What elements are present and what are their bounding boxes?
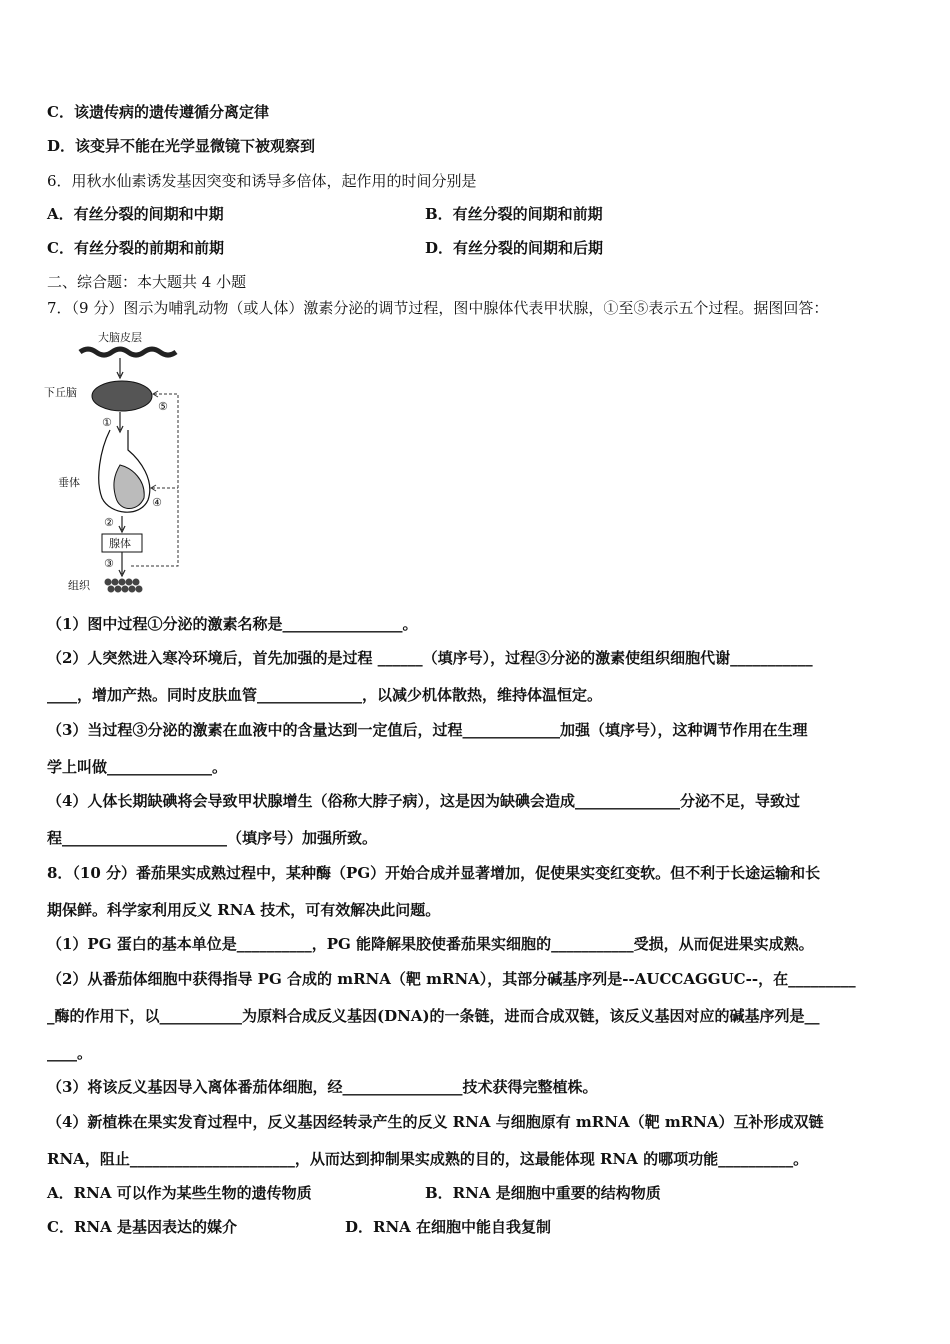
- question-7-stem: 7．（9 分）图示为哺乳动物（或人体）激素分泌的调节过程，图中腺体代表甲状腺，①至⑤表示五个过程。据图回答：: [47, 299, 829, 317]
- q7-sub2-cont: ____，增加产热。同时皮肤血管______________，以减少机体散热，维持体温恒定。: [47, 686, 603, 704]
- option-b: B．有丝分裂的间期和前期: [425, 205, 603, 223]
- q8-options-cd: [47, 1217, 910, 1237]
- q8-sub2-cont: _酶的作用下，以___________为原料合成反义基因(DNA)的一条链，进而合成双链，该反义基因对应的碱基序列是__: [47, 1007, 820, 1025]
- cortex-band: [80, 349, 176, 355]
- cortex-label: 大脑皮层: [98, 331, 142, 344]
- q7-sub4-cont: 程______________________（填序号）加强所致。: [47, 829, 378, 847]
- question-6-options-cd: [47, 238, 910, 258]
- gland-label: 腺体: [109, 537, 131, 550]
- question-6-options-ab: [47, 204, 910, 224]
- process-2: ②: [104, 516, 114, 529]
- option-line: D．该变异不能在光学显微镜下被观察到: [47, 137, 316, 155]
- q8-sub3: （3）将该反义基因导入离体番茄体细胞，经________________技术获得完整植株。: [47, 1078, 598, 1096]
- option-c: C．有丝分裂的前期和前期: [47, 239, 224, 257]
- option-c: C．RNA 是基因表达的媒介: [47, 1218, 237, 1236]
- q8-sub2-cont2: ____。: [47, 1044, 93, 1062]
- q7-sub4: （4）人体长期缺碘将会导致甲状腺增生（俗称大脖子病），这是因为缺碘会造成______________分泌不足，导致过: [47, 792, 800, 810]
- hypothalamus-shape: [92, 381, 152, 411]
- option-d: D．RNA 在细胞中能自我复制: [345, 1218, 552, 1236]
- hypothalamus-label: 下丘脑: [44, 386, 77, 399]
- process-3: ③: [104, 557, 114, 570]
- q7-sub1: （1）图中过程①分泌的激素名称是________________。: [47, 615, 418, 633]
- q7-sub3: （3）当过程③分泌的激素在血液中的含量达到一定值后，过程_____________加强（填序号），这种调节作用在生理: [47, 721, 808, 739]
- question-8-stem-cont: 期保鲜。科学家利用反义 RNA 技术，可有效解决此问题。: [47, 901, 441, 919]
- q7-sub3-cont: 学上叫做______________。: [47, 758, 228, 776]
- process-1: ①: [102, 416, 112, 429]
- q8-sub4-cont: RNA，阻止______________________，从而达到抑制果实成熟的目的，这最能体现 RNA 的哪项功能__________。: [47, 1150, 809, 1168]
- process-4: ④: [152, 496, 162, 509]
- process-5: ⑤: [158, 400, 168, 413]
- q8-sub4: （4）新植株在果实发育过程中，反义基因经转录产生的反义 RNA 与细胞原有 mRNA（靶 mRNA）互补形成双链: [47, 1113, 824, 1131]
- section-heading: 二、综合题：本大题共 4 小题: [47, 273, 247, 291]
- q8-options-ab: [47, 1183, 910, 1203]
- option-b: B．RNA 是细胞中重要的结构物质: [425, 1184, 661, 1202]
- tissue-label: 组织: [68, 579, 90, 592]
- option-a: A．有丝分裂的间期和中期: [47, 205, 224, 223]
- q8-sub2: （2）从番茄体细胞中获得指导 PG 合成的 mRNA（靶 mRNA），其部分碱基序列是--AUCCAGGUC--，在_________: [47, 970, 856, 988]
- q7-sub2: （2）人突然进入寒冷环境后，首先加强的是过程 ______（填序号），过程③分泌的激素使组织细胞代谢___________: [47, 649, 813, 667]
- question-8-stem: 8．（10 分）番茄果实成熟过程中，某种酶（PG）开始合成并显著增加，促使果实变红变软。但不利于长途运输和长: [47, 864, 821, 882]
- q8-sub1: （1）PG 蛋白的基本单位是__________，PG 能降解果胶使番茄果实细胞的___________受损，从而促进果实成熟。: [47, 935, 814, 953]
- option-d: D．有丝分裂的间期和后期: [425, 239, 604, 257]
- tissue-cells: [105, 579, 143, 593]
- option-line: C．该遗传病的遗传遵循分离定律: [47, 103, 269, 121]
- hormone-regulation-diagram: [40, 330, 200, 600]
- option-a: A．RNA 可以作为某些生物的遗传物质: [47, 1184, 312, 1202]
- question-6-stem: 6．用秋水仙素诱发基因突变和诱导多倍体，起作用的时间分别是: [47, 172, 477, 190]
- pituitary-label: 垂体: [58, 476, 80, 489]
